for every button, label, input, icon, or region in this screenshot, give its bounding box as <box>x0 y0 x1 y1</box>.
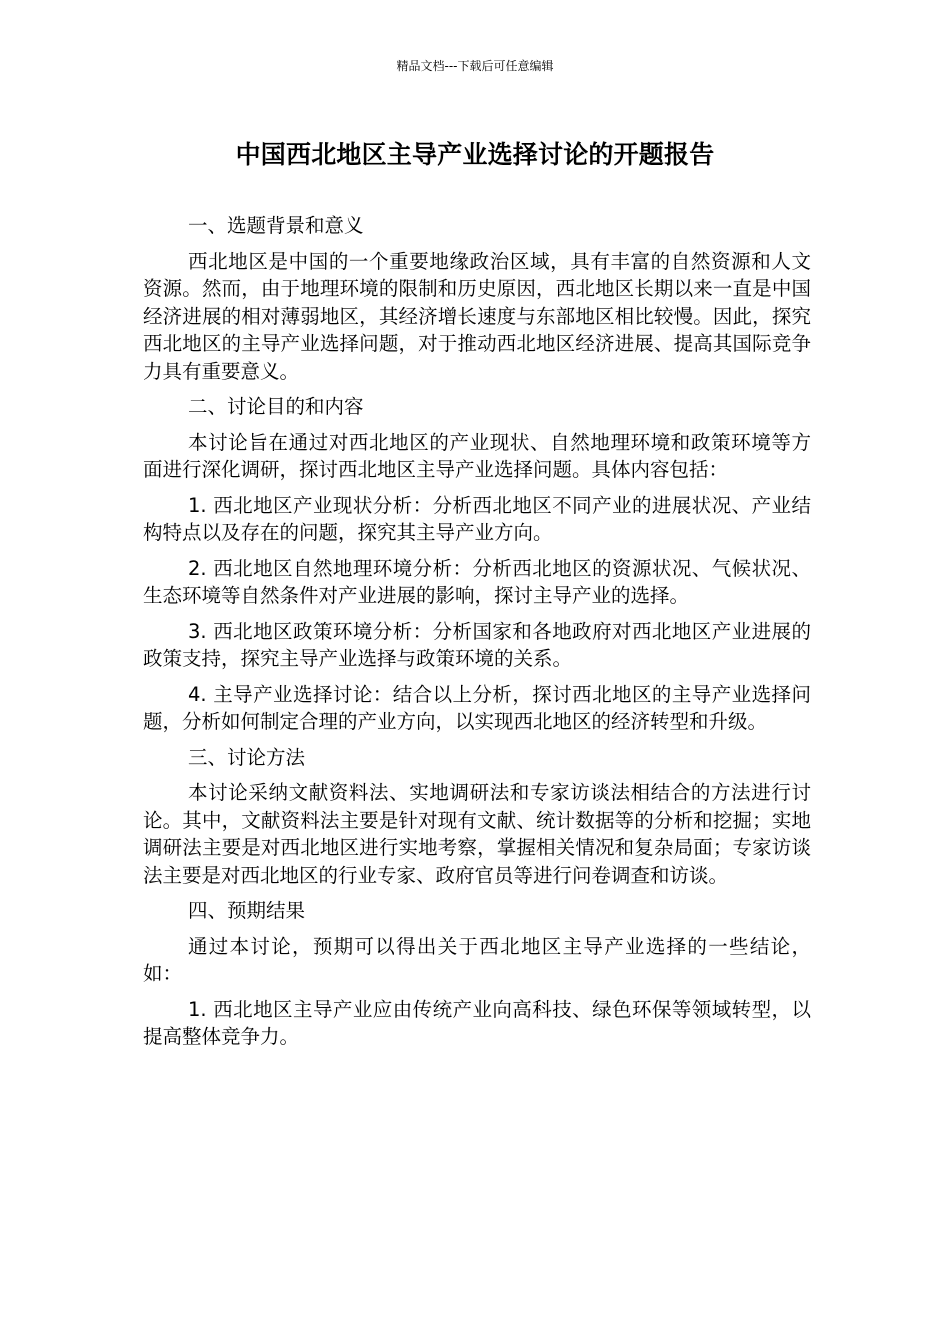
list-item: 1. 西北地区主导产业应由传统产业向高科技、绿色环保等领域转型，以提高整体竞争力。 <box>143 997 811 1048</box>
document-body <box>143 212 811 1059</box>
section-heading: 四、预期结果 <box>188 899 306 922</box>
section-heading: 三、讨论方法 <box>188 745 306 769</box>
body-paragraph: 西北地区是中国的一个重要地缘政治区域，具有丰富的自然资源和人文资源。然而，由于地理环境的限制和历史原因，西北地区长期以来一直是中国经济进展的相对薄弱地区，其经济增长速度与东部地区相比较慢。因此，探究西北地区的主导产业选择问题，对于推动西北地区经济进展、提高其国际竞争力具有重要意义。 <box>143 249 811 383</box>
list-item: 2. 西北地区自然地理环境分析：分析西北地区的资源状况、气候状况、生态环境等自然条件对产业进展的影响，探讨主导产业的选择。 <box>143 556 811 607</box>
body-paragraph: 本讨论采纳文献资料法、实地调研法和专家访谈法相结合的方法进行讨论。其中，文献资料法主要是针对现有文献、统计数据等的分析和挖掘；实地调研法主要是对西北地区进行实地考察，掌握相关情况和复杂局面；专家访谈法主要是对西北地区的行业专家、政府官员等进行问卷调查和访谈。 <box>143 781 811 887</box>
list-item: 1. 西北地区产业现状分析：分析西北地区不同产业的进展状况、产业结构特点以及存在的问题，探究其主导产业方向。 <box>143 493 811 544</box>
list-item: 4. 主导产业选择讨论：结合以上分析，探讨西北地区的主导产业选择问题，分析如何制定合理的产业方向，以实现西北地区的经济转型和升级。 <box>143 682 811 733</box>
body-paragraph: 通过本讨论，预期可以得出关于西北地区主导产业选择的一些结论，如： <box>143 934 811 985</box>
section-heading: 一、选题背景和意义 <box>188 214 364 237</box>
list-item: 3. 西北地区政策环境分析：分析国家和各地政府对西北地区产业进展的政策支持，探究主导产业选择与政策环境的关系。 <box>143 619 811 670</box>
page-header: 精品文档---下载后可任意编辑 <box>396 59 554 73</box>
document-title: 中国西北地区主导产业选择讨论的开题报告 <box>235 140 715 169</box>
body-paragraph: 本讨论旨在通过对西北地区的产业现状、自然地理环境和政策环境等方面进行深化调研，探讨西北地区主导产业选择问题。具体内容包括： <box>143 430 811 481</box>
section-heading: 二、讨论目的和内容 <box>188 395 364 418</box>
